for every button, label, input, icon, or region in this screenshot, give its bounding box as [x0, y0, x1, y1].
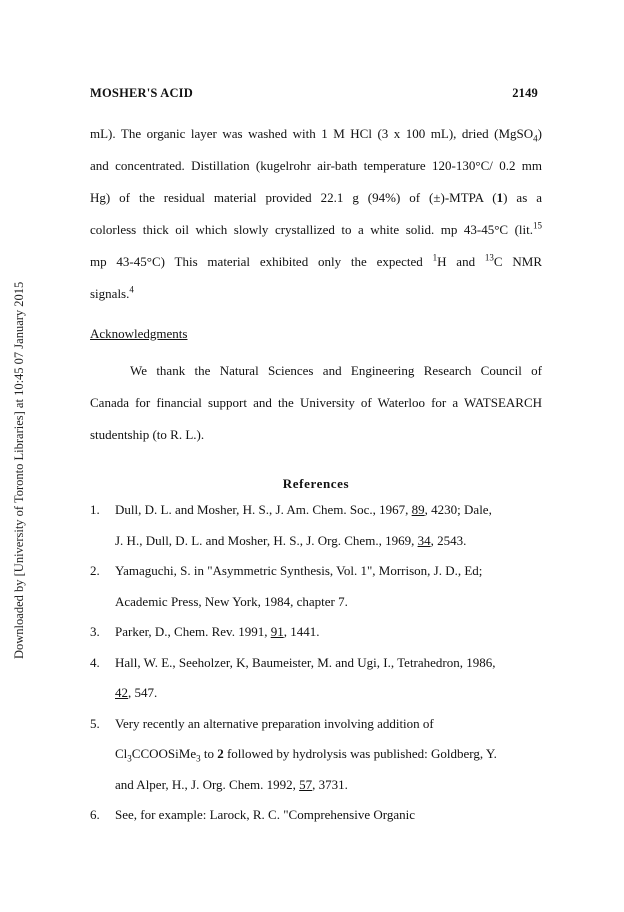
body-line: Hg) of the residual material provided 22.1 g (94%) of (±)-MTPA (1) as a: [90, 190, 542, 205]
reference-number: 5.: [90, 715, 100, 731]
reference-item: 5. Very recently an alternative preparation involving addition of $Cl_3CCOOSiMe_3$ to 2 followed by hydrolysis was published: Goldberg, Y. and Alper, H., J. Org. Chem. 1992, 57, 3731.: [90, 709, 542, 801]
acknowledgments-heading: Acknowledgments: [90, 326, 188, 341]
acknowledgments-paragraph: [90, 355, 542, 451]
reference-item: 4. Hall, W. E., Seeholzer, K, Baumeister, M. and Ugi, I., Tetrahedron, 1986, 42, 547.: [90, 648, 542, 709]
citation-superscript: 4: [129, 284, 134, 295]
body-line: mL). The organic layer was washed with 1 M HCl (3 x 100 mL), dried (MgSO$_4$): [90, 126, 542, 144]
compound-number: 1: [496, 190, 504, 205]
running-title: MOSHER'S ACID: [90, 86, 193, 100]
body-line: and concentrated. Distillation (kugelrohr air-bath temperature 120-130°C/ 0.2 mm: [90, 158, 542, 173]
body-line: mp 43-45°C) This material exhibited only the expected $^1$H and $^{13}$C NMR: [90, 252, 542, 269]
reference-item: 2. Yamaguchi, S. in "Asymmetric Synthesis, Vol. 1", Morrison, J. D., Ed; Academic Press, New York, 1984, chapter 7.: [90, 556, 542, 617]
reference-list: [90, 495, 542, 831]
ack-line: Canada for financial support and the University of Waterloo for a WATSEARCH: [90, 395, 542, 410]
references-heading: References: [282, 476, 350, 491]
body-paragraph: [90, 118, 542, 310]
running-header: [90, 86, 538, 101]
reference-number: 3.: [90, 624, 100, 639]
body-line: colorless thick oil which slowly crystallized to a white solid. mp 43-45°C (lit.$^{15}$: [90, 220, 542, 237]
download-stamp: Downloaded by [University of Toronto Libraries] at 10:45 07 January 2015: [12, 281, 26, 659]
reference-number: 6.: [90, 807, 100, 822]
page-number: 2149: [512, 86, 538, 100]
ack-line: studentship (to R. L.).: [90, 427, 205, 442]
reference-number: 2.: [90, 563, 100, 578]
reference-item: 1. Dull, D. L. and Mosher, H. S., J. Am. Chem. Soc., 1967, 89, 4230; Dale, J. H., Dull, D. L. and Mosher, H. S., J. Org. Chem., 1969, 34, 2543.: [90, 495, 542, 556]
compound-number: 2: [217, 746, 224, 761]
body-line: signals.$^4$: [90, 284, 134, 301]
reference-number: 4.: [90, 654, 100, 670]
ack-line: We thank the Natural Sciences and Engineering Research Council of: [130, 363, 542, 378]
reference-item: 3. Parker, D., Chem. Rev. 1991, 91, 1441.: [90, 617, 542, 648]
citation-superscript: 15: [533, 220, 542, 231]
reference-item: 6. See, for example: Larock, R. C. "Comprehensive Organic: [90, 800, 542, 831]
reference-number: 1.: [90, 502, 100, 517]
